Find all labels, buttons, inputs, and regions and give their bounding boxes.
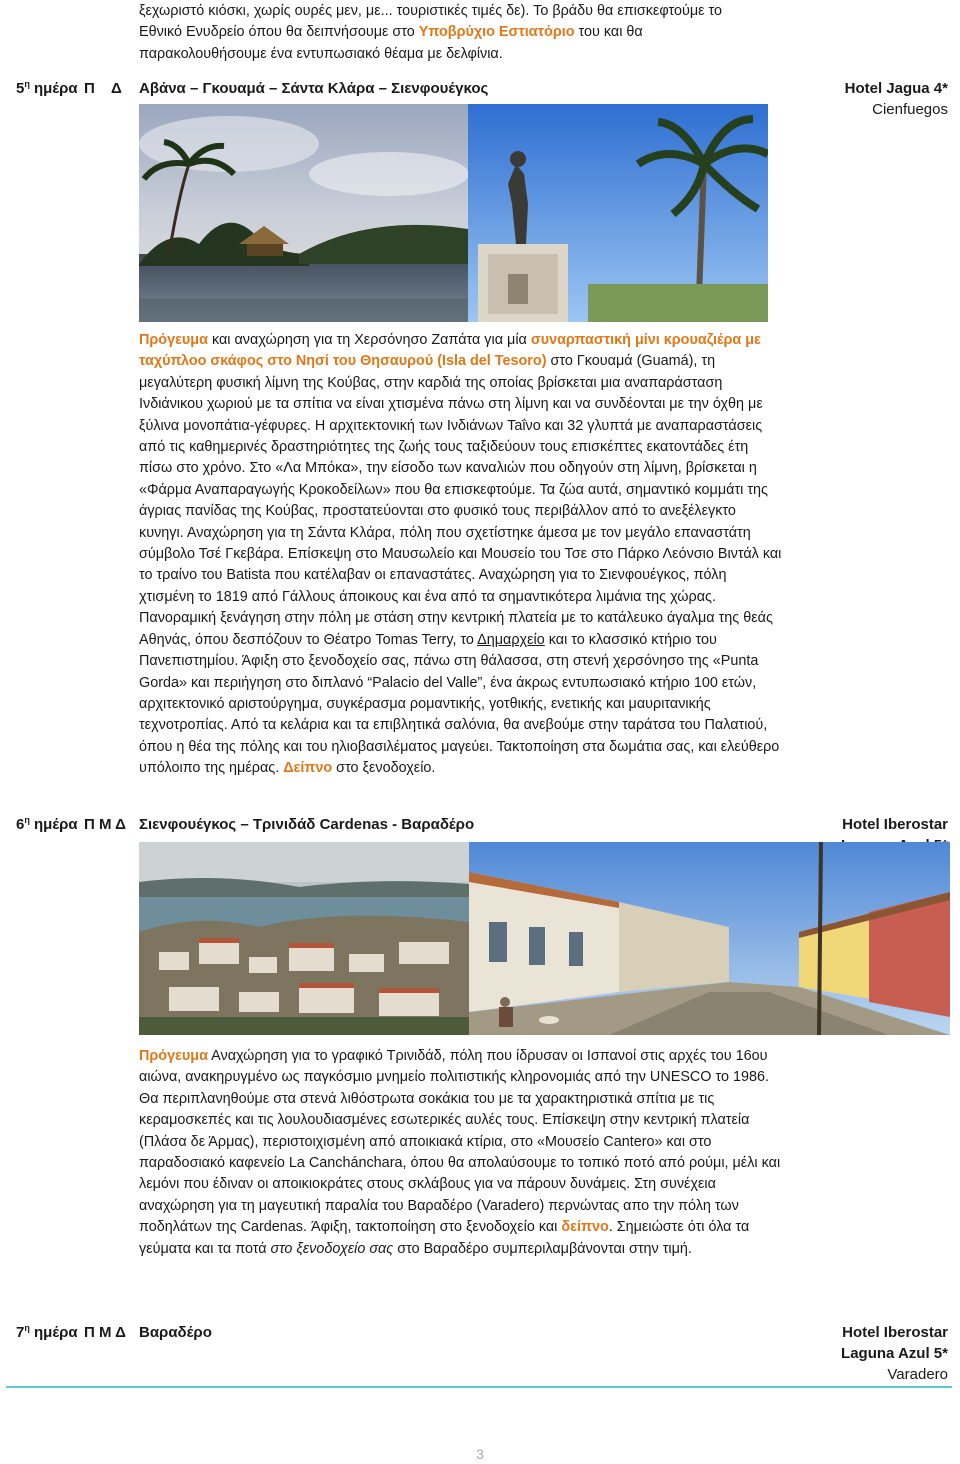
day7-hotel-name-2: Laguna Azul 5*	[841, 1345, 948, 1362]
day6-route: Σιενφουέγκος – Τρινιδάδ Cardenas - Βαραδέρο	[139, 816, 475, 833]
intro-paragraph	[139, 1, 929, 65]
day7-hotel-name-1: Hotel Iberostar	[842, 1324, 948, 1341]
highlight-underwater-restaurant: Υποβρύχιο Εστιατόριο	[418, 24, 575, 41]
day6-header	[16, 814, 78, 835]
photo-trinidad-street	[469, 842, 950, 1035]
intro-line-3: παρακολουθήσουμε ένα εντυπωσιακό θέαμα με δελφίνια.	[139, 45, 503, 62]
day6-hotel-name-1: Hotel Iberostar	[842, 816, 948, 833]
day6-description: Πρόγευμα Αναχώρηση για το γραφικό Τρινιδάδ, πόλη που ίδρυσαν οι Ισπανοί στις αρχές του 16ου αιώνα, ανακηρυγμένο ως παγκόσμιο μνημείο πολιτιστικής κληρονομιάς από την UNESCO το 1986. Θα περιπλανηθούμε στα στενά λιθόστρωτα σοκάκια του με τα χαρακτηριστικά σπίτια με τις κεραμοσκεπές και τις λουλουδιασμένες εσωτερικές αυλές τους. Επίσκεψη στην κεντρική πλατεία (Πλάσα δε Άρμας), περιστοιχισμένη από αποικιακά κτίρια, στο «Μουσείο Cantero» και στο παραδοσιακό καφενείο La Canchánchara, όπου θα απολαύσουμε το τοπικό ποτό από ρούμι, μέλι και λεμόνι που έδιναν οι αποικιοκράτες στους σκλάβους για να πάρουν δυνάμεις. Στη συνέχεια αναχώρηση για τη μαγευτική παραλία του Βαραδέρο (Varadero) περνώντας απο την πόλη των ποδηλάτων της Cardenas. Άφιξη, τακτοποίηση στο ξενοδοχείο και δείπνο. Σημειώστε ότι όλα τα γεύματα και τα ποτά στο ξενοδοχείο σας στο Βαραδέρο συμπεριλαμβάνονται στην τιμή.	[139, 1048, 781, 1257]
day5-hotel-city: Cienfuegos	[872, 101, 948, 118]
day5-highlight-cruise: συναρπαστική μίνι κρουαζιέρα με ταχύπλοο σκάφος στο Νησί του Θησαυρού (Isla del Tesoro)	[139, 332, 761, 370]
day5-hotel-name: Hotel Jagua 4*	[844, 80, 948, 97]
day6-number: $6^\eta$ ημέρα	[16, 815, 78, 833]
photo-guama-lake	[139, 104, 468, 322]
day5-header	[16, 78, 78, 99]
day5-hotel	[845, 78, 948, 120]
day6-breakfast: Πρόγευμα	[139, 1048, 208, 1064]
day7-meals: Π Μ Δ	[84, 1324, 126, 1341]
day7-header	[16, 1322, 78, 1343]
day5-meals: Π Δ	[84, 80, 122, 97]
photo-che-monument	[468, 104, 768, 322]
day6-italic-hotel: στο ξενοδοχείο σας	[270, 1240, 394, 1257]
day7-route: Βαραδέρο	[139, 1324, 212, 1341]
day5-dinner: Δείπνο	[283, 760, 333, 777]
page-number: 3	[476, 1446, 484, 1462]
day7-hotel-city: Varadero	[887, 1366, 948, 1383]
day5-description: Πρόγευμα και αναχώρηση για τη Χερσόνησο Ζαπάτα για μία συναρπαστική μίνι κρουαζιέρα με ταχύπλοο σκάφος στο Νησί του Θησαυρού (Isla del Tesoro) στο Γκουαμά (Guamá), τη μεγαλύτερη φυσική λίμνη της Κούβας, στην καρδιά της οποίας βρίσκεται μια αναπαράσταση Ινδιάνικου χωριού με τα σπίτια να είναι χτισμένα πάνω στη λίμνη και να συνδέονται με την όχθη με ξύλινα μονοπάτια-γέφυρες. Η αρχιτεκτονική των Ινδιάνων Taΐνο και 32 γλυπτά με αναπαραστάσεις από τις καθημερινές δραστηριότητες της ζωής τους ταξιδεύουν τους επισκέπτες εκατοντάδες έτη πίσω στο χρόνο. Στο «Λα Μπόκα», την είσοδο των καναλιών που οδηγούν στη λίμνη, βρίσκεται η «Φάρμα Αναπαραγωγής Κροκοδείλων» που θα επισκεφτούμε. Τα ζώα αυτά, σημαντικό κομμάτι της άγριας πανίδας της Κούβας, προστατεύονται στο φυσικό τους περιβάλλον από το ανεξέλεγκτο κυνηγι. Αναχώρηση για τη Σάντα Κλάρα, πόλη που σχετίστηκε άμεσα με τον μεγάλο επαναστάτη σύμβολο Τσέ Γκεβάρα. Επίσκεψη στο Μαυσωλείο και Μουσείο του Τσε στο Πάρκο Λεόνσιο Βιντάλ και το τραίνο του Batista που κατέλαβαν οι επαναστάτες. Αναχώρηση για το Σιενφουέγκος, πόλη χτισμένη το 1819 από Γάλλους άποικους και ένα από τα σημαντικότερα λιμάνια της χώρας. Πανοραμική ξενάγηση στην πόλη με στάση στην κεντρική πλατεία με το κατάλευκο άγαλμα της θεάς Αθηνάς, όπου δεσπόζουν το Θέατρο Tomas Terry, το Δημαρχείο και το κλασσικό κτήριο του Πανεπιστημίου. Άφιξη στο ξενοδοχείο σας, πάνω στη θάλασσα, στη στενή χερσόνησο της «Punta Gorda» και περιήγηση στο διπλανό “Palacio del Valle”, ένα άκρως εντυπωσιακό κτήριο 100 ετών, αρχιτεκτονικό αριστούργημα, συγκέρασμα ρομαντικής, γοτθικής, ενετικής και μαυριτανικής τεχνοτροπίας. Από τα κελάρια και τα επιβλητικά σαλόνια, θα ανεβούμε στην ταράτσα του Παλατιού, όπου η θέα της πόλης και του ηλιοβασιλέματος μαγεύει. Τακτοποίηση στα δωμάτια σας, και ελεύθερο υπόλοιπο της ημέρας. Δείπνο στο ξενοδοχείο.	[139, 332, 782, 777]
day5-townhall: Δημαρχείο	[477, 631, 545, 648]
photo-cienfuegos-bay	[139, 842, 469, 1035]
day7-hotel	[841, 1322, 948, 1385]
intro-line-1: ξεχωριστό κιόσκι, χωρίς ουρές μεν, με... τουριστικές τιμές δε). Το βράδυ θα επισκεφτούμε το	[139, 3, 723, 19]
day5-number: $5^\eta$ ημέρα	[16, 79, 78, 97]
day7-number: $7^\eta$ ημέρα	[16, 1323, 78, 1341]
intro-line-2: Εθνικό Ενυδρείο όπου θα δειπνήσουμε στο Υποβρύχιο Εστιατόριο του και θα	[139, 24, 643, 41]
day6-dinner: δείπνο	[561, 1219, 609, 1236]
day6-meals: Π Μ Δ	[84, 816, 126, 833]
day5-breakfast: Πρόγευμα	[139, 332, 208, 348]
footer-divider	[6, 1386, 952, 1388]
day5-route: Αβάνα – Γκουαμά – Σάντα Κλάρα – Σιενφουέγκος	[139, 80, 489, 97]
